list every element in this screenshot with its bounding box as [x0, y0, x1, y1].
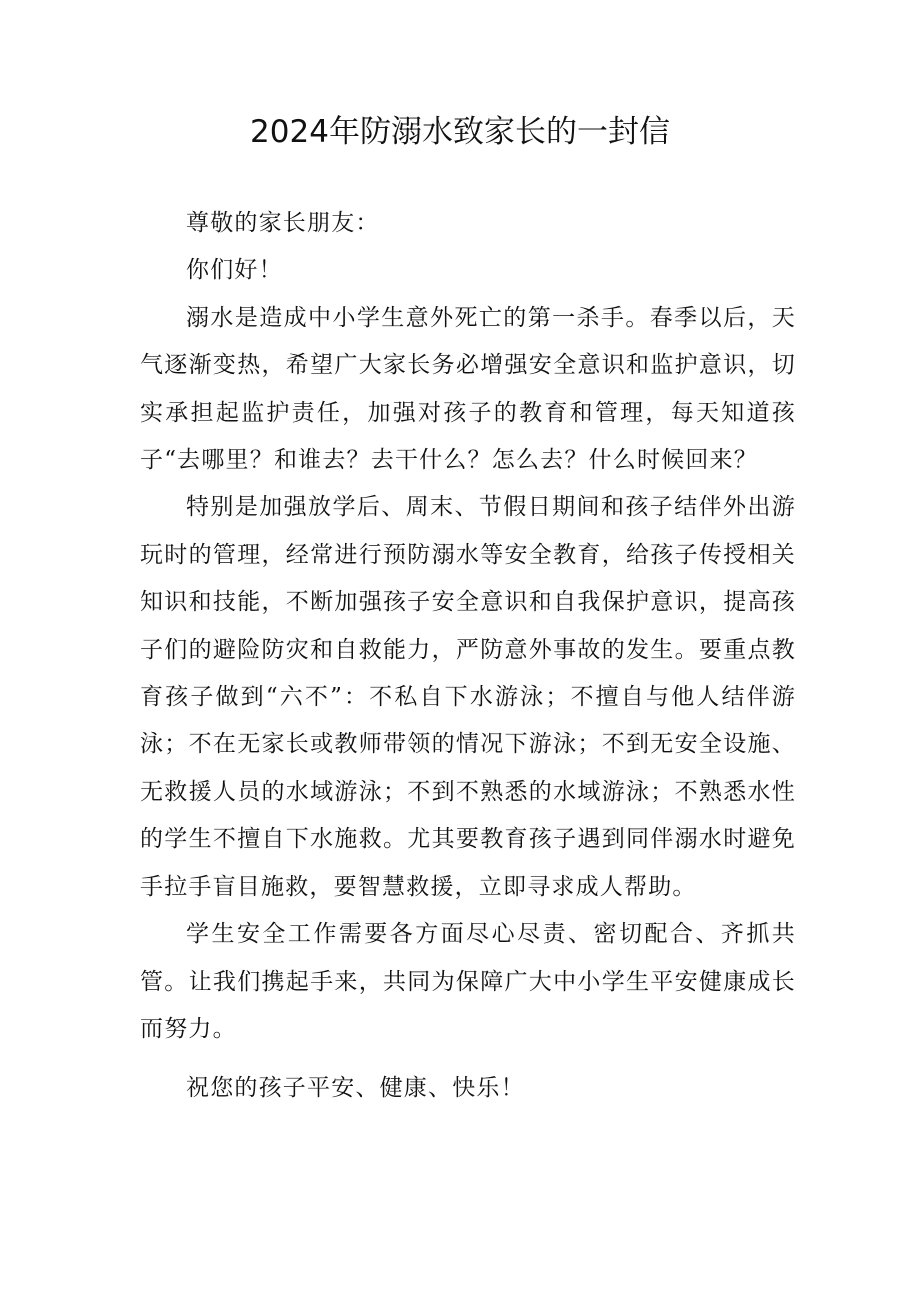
closing-wish: 祝您的孩子平安、健康、快乐！ [186, 1075, 525, 1102]
letter-body [140, 200, 796, 1113]
paragraph-six-rules: 特别是加强放学后、周末、节假日期间和孩子结伴外出游玩时的管理，经常进行预防溺水等安全教育，给孩子传授相关知识和技能，不断加强孩子安全意识和自我保护意识，提高孩子们的避险防灾和自救能力，严防意外事故的发生。要重点教育孩子做到“六不”：不私自下水游泳；不擅自与他人结伴游泳；不在无家长或教师带领的情况下游泳；不到无安全设施、无救援人员的水域游泳；不到不熟悉的水域游泳；不熟悉水性的学生不擅自下水施救。尤其要教育孩子遇到同伴溺水时避免手拉手盲目施救，要智慧救援，立即寻求成人帮助。 [140, 494, 796, 900]
salutation: 尊敬的家长朋友： [186, 210, 380, 236]
document-title: 2024年防溺水致家长的一封信 [250, 114, 670, 150]
greeting: 你们好！ [186, 257, 283, 284]
paragraph-warning: 溺水是造成中小学生意外死亡的第一杀手。春季以后，天气逐渐变热，希望广大家长务必增强安全意识和监护意识，切实承担起监护责任，加强对孩子的教育和管理，每天知道孩子“去哪里？和谁去？去干什么？怎么去？什么时候回来？ [140, 304, 796, 474]
paragraph-cooperation: 学生安全工作需要各方面尽心尽责、密切配合、齐抓共管。让我们携起手来，共同为保障广大中小学生平安健康成长而努力。 [140, 921, 796, 1042]
